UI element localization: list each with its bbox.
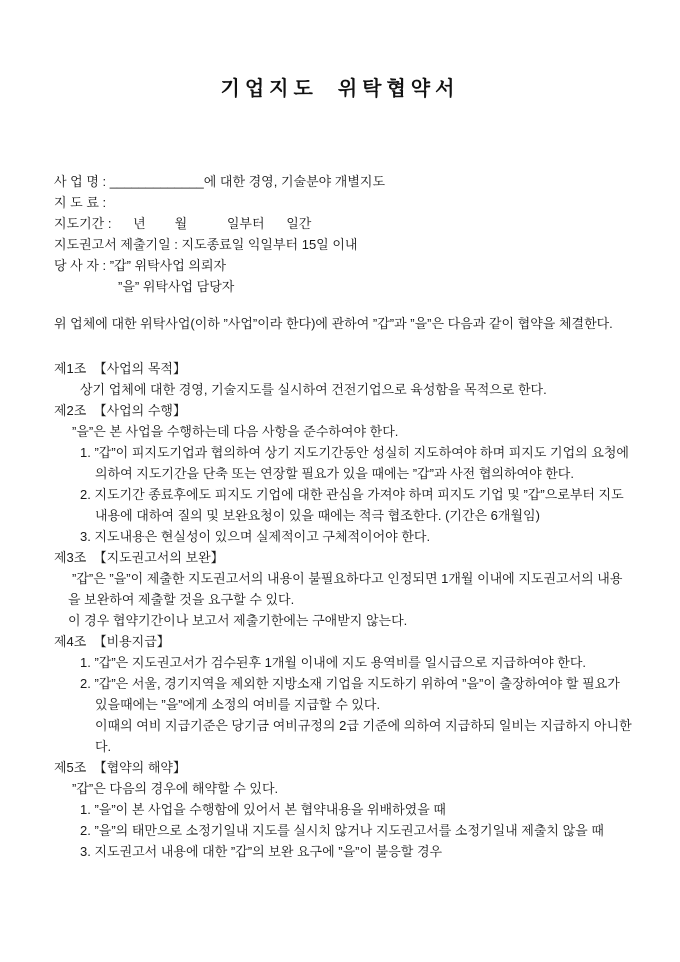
article-text-line: 상기 업체에 대한 경영, 기술지도를 실시하여 건전기업으로 육성함을 목적으로 한다. bbox=[80, 382, 547, 397]
guidance-period-line: 지도기간 : 년 월 일부터 일간 bbox=[54, 216, 312, 231]
article-text-line: 의하여 지도기간을 단축 또는 연장할 필요가 있을 때에는 ”갑”과 사전 협의하여야 한다. bbox=[95, 466, 574, 481]
article-heading: 제3조 【지도권고서의 보완】 bbox=[54, 550, 224, 565]
business-name-line: 사 업 명 : _____________에 대한 경영, 기술분야 개별지도 bbox=[54, 174, 386, 189]
article-text-line: 2. ”을”의 태만으로 소정기일내 지도를 실시치 않거나 지도권고서를 소정기일내 제출치 않을 때 bbox=[80, 823, 604, 838]
article-text-line: 1. ”을”이 본 사업을 수행함에 있어서 본 협약내용을 위배하였을 때 bbox=[80, 802, 446, 817]
article-text-line: 3. 지도권고서 내용에 대한 ”갑”의 보완 요구에 ”을”이 불응할 경우 bbox=[80, 844, 443, 859]
article-heading: 제5조 【협약의 해약】 bbox=[54, 760, 186, 775]
article-heading: 제4조 【비용지급】 bbox=[54, 634, 170, 649]
document-title: 기업지도 위탁협약서 bbox=[220, 78, 460, 100]
document-content bbox=[54, 171, 666, 862]
article-heading: 제1조 【사업의 목적】 bbox=[54, 361, 186, 376]
article-text-line: 이 경우 협약기간이나 보고서 제출기한에는 구애받지 않는다. bbox=[68, 613, 408, 628]
intro-paragraph: 위 업체에 대한 위탁사업(이하 ”사업”이라 한다)에 관하여 ”갑”과 ”을”은 다음과 같이 협약을 체결한다. bbox=[54, 316, 613, 331]
article-text-line: 1. ”갑”이 피지도기업과 협의하여 상기 지도기간동안 성실히 지도하여야 하며 피지도 기업의 요청에 bbox=[80, 445, 629, 460]
article-text-line: ”갑”은 ”을”이 제출한 지도권고서의 내용이 불필요하다고 인정되면 1개월 이내에 지도권고서의 내용 bbox=[72, 571, 623, 586]
article-text-line: 3. 지도내용은 현실성이 있으며 실제적이고 구체적이어야 한다. bbox=[80, 529, 431, 544]
document-header bbox=[54, 171, 666, 297]
article-text-line: 2. 지도기간 종료후에도 피지도 기업에 대한 관심을 가져야 하며 피지도 기업 및 ”갑”으로부터 지도 bbox=[80, 487, 624, 502]
article-text-line: 을 보완하여 제출할 것을 요구할 수 있다. bbox=[68, 592, 295, 607]
article-text-line: 내용에 대하여 질의 및 보완요청이 있을 때에는 적극 협조한다. (기간은 6개월임) bbox=[95, 508, 540, 523]
article-text-line: 다. bbox=[95, 739, 112, 754]
article-heading: 제2조 【사업의 수행】 bbox=[54, 403, 186, 418]
article-text-line: 1. ”갑”은 지도권고서가 검수된후 1개월 이내에 지도 용역비를 일시급으로 지급하여야 한다. bbox=[80, 655, 586, 670]
article-text-line: 있을때에는 ”을”에게 소정의 여비를 지급할 수 있다. bbox=[95, 697, 381, 712]
party-gap-line: 당 사 자 : ”갑” 위탁사업 의뢰자 bbox=[54, 258, 227, 273]
article-text-line: ”갑”은 다음의 경우에 해약할 수 있다. bbox=[72, 781, 279, 796]
article-text-line: 이때의 여비 지급기준은 당기금 여비규정의 2급 기준에 의하여 지급하되 일비는 지급하지 아니한 bbox=[95, 718, 632, 733]
article-text-line: ”을”은 본 사업을 수행하는데 다음 사항을 준수하여야 한다. bbox=[72, 424, 399, 439]
report-deadline-line: 지도권고서 제출기일 : 지도종료일 익일부터 15일 이내 bbox=[54, 237, 358, 252]
guidance-fee-line: 지 도 료 : bbox=[54, 195, 107, 210]
document-articles bbox=[54, 358, 666, 862]
article-text-line: 2. ”갑”은 서울, 경기지역을 제외한 지방소재 기업을 지도하기 위하여 ”을”이 출장하여야 할 필요가 bbox=[80, 676, 620, 691]
party-eul-line: ”을” 위탁사업 담당자 bbox=[118, 279, 235, 294]
